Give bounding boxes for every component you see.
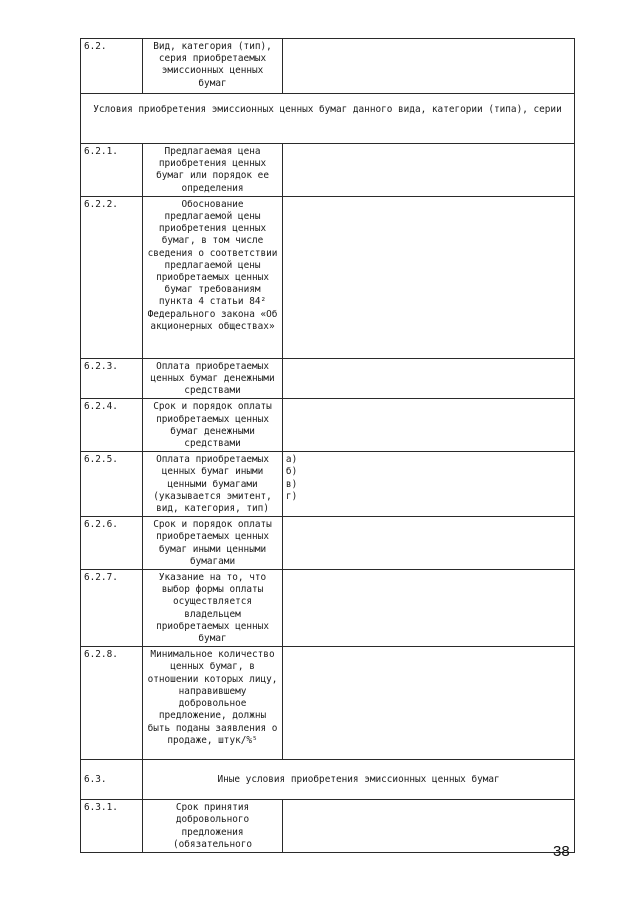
option-v: в) (285, 478, 298, 490)
table-row (81, 39, 575, 94)
row-number: 6.2.8. (81, 647, 143, 760)
row-number: 6.2.3. (81, 358, 143, 399)
row-value-cell (282, 647, 574, 760)
table-row (81, 800, 575, 853)
row-options-cell (282, 452, 574, 517)
row-value-cell (282, 517, 574, 570)
row-label: Срок и порядок оплаты приобретаемых ценных бумаг иными ценными бумагами (143, 517, 283, 570)
acquisition-terms-table (80, 38, 575, 853)
row-number: 6.2.7. (81, 570, 143, 647)
row-value-cell (282, 800, 574, 853)
option-a: а) (285, 454, 298, 466)
option-b: б) (285, 466, 298, 478)
row-number: 6.2.5. (81, 452, 143, 517)
table-row (81, 358, 575, 399)
page-number: 38 (553, 843, 570, 860)
row-value-cell (282, 39, 574, 94)
row-label: Оплата приобретаемых ценных бумаг денежными средствами (143, 358, 283, 399)
table-row (81, 570, 575, 647)
table-row (81, 399, 575, 452)
row-value-cell (282, 196, 574, 358)
table-row (81, 517, 575, 570)
row-label: Обоснование предлагаемой цены приобретения ценных бумаг, в том числе сведения о соответствии предлагаемой цены приобретаемых ценных бумаг требованиям пункта 4 статьи 84² Федерального закона «Об акционерных обществах» (143, 196, 283, 358)
row-number: 6.3. (81, 760, 143, 800)
option-g: г) (285, 490, 298, 502)
row-number: 6.2.2. (81, 196, 143, 358)
row-value-cell (282, 399, 574, 452)
section-row (81, 760, 575, 800)
row-label: Срок и порядок оплаты приобретаемых ценных бумаг денежными средствами (143, 399, 283, 452)
section-heading: Иные условия приобретения эмиссионных ценных бумаг (143, 760, 575, 800)
section-header-row (81, 94, 575, 144)
row-label: Вид, категория (тип), серия приобретаемых эмиссионных ценных бумаг (143, 39, 283, 94)
table-row (81, 144, 575, 197)
row-number: 6.2.6. (81, 517, 143, 570)
row-number: 6.2. (81, 39, 143, 94)
row-value-cell (282, 144, 574, 197)
row-value-cell (282, 358, 574, 399)
row-number: 6.2.1. (81, 144, 143, 197)
row-label: Срок принятия добровольного предложения (обязательного (143, 800, 283, 853)
row-value-cell (282, 570, 574, 647)
table-row (81, 452, 575, 517)
row-label: Указание на то, что выбор формы оплаты осуществляется владельцем приобретаемых ценных бумаг (143, 570, 283, 647)
row-label: Оплата приобретаемых ценных бумаг иными ценными бумагами (указывается эмитент, вид, категория, тип) (143, 452, 283, 517)
table-row (81, 196, 575, 358)
row-number: 6.3.1. (81, 800, 143, 853)
row-number: 6.2.4. (81, 399, 143, 452)
row-label: Предлагаемая цена приобретения ценных бумаг или порядок ее определения (143, 144, 283, 197)
table-row (81, 647, 575, 760)
section-heading: Условия приобретения эмиссионных ценных бумаг данного вида, категории (типа), серии (81, 94, 575, 144)
row-label: Минимальное количество ценных бумаг, в отношении которых лицу, направившему добровольное предложение, должны быть поданы заявления о продаже, штук/%⁵ (143, 647, 283, 760)
